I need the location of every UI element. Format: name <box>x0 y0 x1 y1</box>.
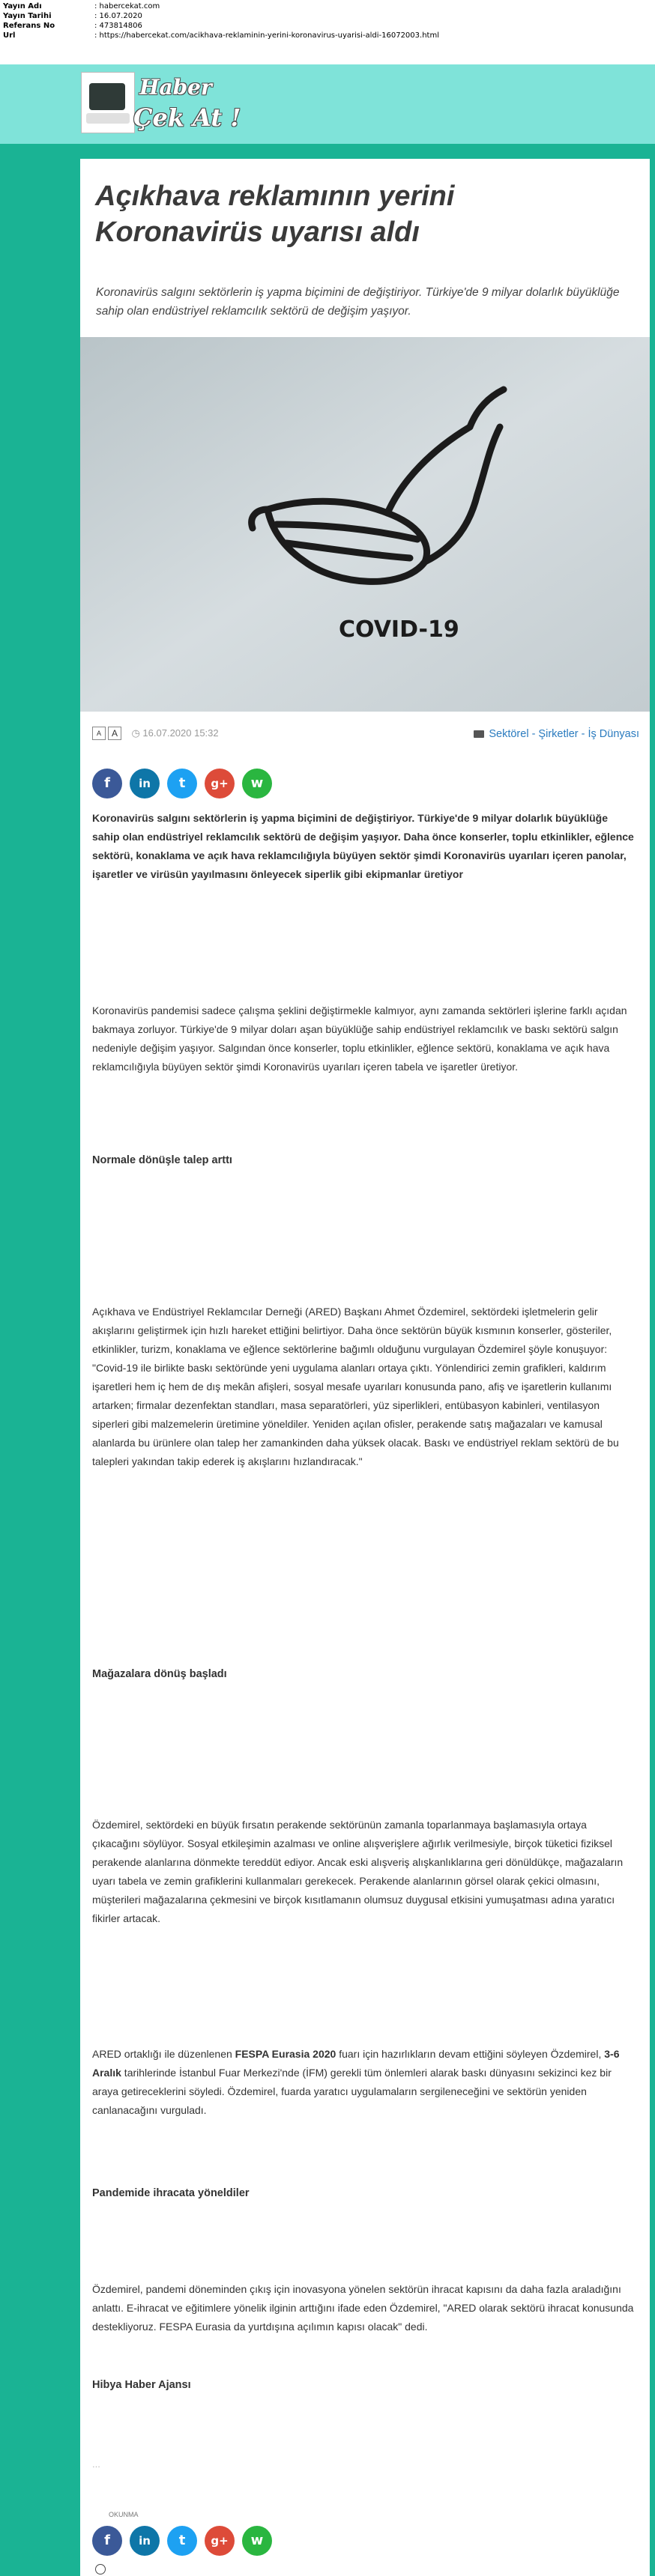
meta-key: Yayın Adı <box>3 2 42 10</box>
facebook-share-icon[interactable]: f <box>92 2526 122 2556</box>
category-text[interactable]: Sektörel - Şirketler - İş Dünyası <box>489 728 639 740</box>
article-subheading: Normale dönüşle talep arttı <box>92 1154 232 1166</box>
event-dates: 3-6 Aralık <box>92 2048 620 2079</box>
dots-text: ... <box>92 2458 100 2470</box>
article-paragraph <box>92 2045 635 2120</box>
image-caption-text: COVID-19 <box>339 616 459 643</box>
publish-date-value: 16.07.2020 15:32 <box>142 727 219 739</box>
meta-value: : 16.07.2020 <box>94 12 142 20</box>
googleplus-share-icon[interactable]: g+ <box>205 769 235 798</box>
clock-icon: ◷ <box>131 727 143 739</box>
meta-key: Referans No <box>3 22 55 30</box>
category-links[interactable] <box>474 728 639 740</box>
meta-value: : 473814806 <box>94 22 142 30</box>
article-lead: Koronavirüs salgını sektörlerin iş yapma biçimini de değiştiriyor. Türkiye'de 9 milyar dolarlık büyüklüğe sahip olan endüstriyel reklamcılık sektörü de değişim yaşıyor. <box>96 286 620 318</box>
text-run: tarihlerinde İstanbul Fuar Merkezi'nde (İFM) gerekli tüm önlemleri alarak baskı dünyasını sekizinci kez bir araya getireceklerini söyledi. Özdemirel, fuarda yaratıcı uygulamaların sergileneceğini ve sektörün yeniden canlanacağını vurguladı. <box>92 2067 612 2116</box>
googleplus-share-icon[interactable]: g+ <box>205 2526 235 2556</box>
publish-date <box>131 727 218 739</box>
whatsapp-share-icon[interactable]: w <box>242 769 272 798</box>
meta-value: : habercekat.com <box>94 2 160 10</box>
article-paragraph: Koronavirüs pandemisi sadece çalışma şeklini değiştirmekle kalmıyor, aynı zamanda sektörleri işlerine farklı açıdan bakmaya zorluyor. Türkiye'de 9 milyar doları aşan büyüklüğe sahip endüstriyel reklamcılık ve baskı sektörü salgın nedeniyle değişim yaşıyor. Salgından önce konserler, toplu etkinlikler, eğlence sektörü, konaklama ve açık hava reklamcılığıyla büyüyen sektör şimdi Koronavirüs uyarıları içeren tabela ve işaretler üretiyor. <box>92 1004 627 1073</box>
article-paragraph: Özdemirel, pandemi döneminden çıkış için inovasyona yönelen sektörün ihracat kapısını da daha fazla araladığını anlattı. E-ihracat ve eğitimlere yönelik ilginin arttığını ifade eden Özdemirel, "ARED olarak sektörü ihracat konusunda destekliyoruz. FESPA Eurasia da yurtdışına açılımın kapısı olacak" dedi. <box>92 2283 634 2333</box>
twitter-share-icon[interactable]: t <box>167 769 197 798</box>
meta-key: Yayın Tarihi <box>3 12 52 20</box>
font-increase-button[interactable]: A <box>108 727 121 740</box>
covid-mask-image <box>80 337 650 712</box>
article-intro: Koronavirüs salgını sektörlerin iş yapma biçimini de değiştiriyor. Türkiye'de 9 milyar dolarlık büyüklüğe sahip olan endüstriyel reklamcılık sektörü de değişim yaşıyor. Daha önce konserler, toplu etkinlikler, eğlence sektörü, konaklama ve açık hava reklamcılığıyla büyüyen sektör şimdi Koronavirüs uyarıları içeren panolar, işaretler ve virüsün yayılmasını önleyecek siperlik gibi ekipmanlar üretiyor <box>92 812 634 880</box>
linkedin-share-icon[interactable]: in <box>130 2526 160 2556</box>
meta-row-url <box>1 31 441 40</box>
article-card <box>80 159 650 2576</box>
article-subheading: Pandemide ihracata yöneldiler <box>92 2187 250 2199</box>
meta-row-publication <box>1 1 441 11</box>
logo-text-line2: Çek At ! <box>133 103 241 132</box>
facebook-share-icon[interactable]: f <box>92 769 122 798</box>
share-bar-top <box>92 769 287 798</box>
whatsapp-share-icon[interactable]: w <box>242 2526 272 2556</box>
article-subheading: Mağazalara dönüş başladı <box>92 1668 227 1680</box>
article-source: Hibya Haber Ajansı <box>92 2379 191 2391</box>
article-title: Açıkhava reklamının yerini Koronavirüs uyarısı aldı <box>95 181 455 248</box>
article-image <box>80 337 650 712</box>
site-logo[interactable] <box>81 72 265 141</box>
meta-row-date <box>1 11 441 21</box>
twitter-share-icon[interactable]: t <box>167 2526 197 2556</box>
text-run: ARED ortaklığı ile düzenlenen <box>92 2048 235 2060</box>
font-decrease-button[interactable]: A <box>92 727 106 740</box>
linkedin-share-icon[interactable]: in <box>130 769 160 798</box>
clipping-meta <box>0 0 655 64</box>
meta-row-reference <box>1 21 441 31</box>
logo-computer-icon <box>81 72 135 133</box>
meta-value: : https://habercekat.com/acikhava-reklaminin-yerini-koronavirus-uyarisi-aldi-16072003.html <box>94 31 439 40</box>
logo-text-line1: Haber <box>139 75 212 100</box>
folder-icon <box>474 730 484 738</box>
read-count-label: OKUNMA <box>109 2511 139 2518</box>
meta-key: Url <box>3 31 16 40</box>
clock-icon <box>95 2564 106 2575</box>
share-bar-bottom <box>92 2526 287 2556</box>
article-paragraph: Özdemirel, sektördeki en büyük fırsatın perakende sektörünün zamanla toparlanmaya başlamasıyla ortaya çıkacağını söylüyor. Sosyal etkileşimin azalması ve online alışverişlere ağırlık verilmesiyle, birçok tüketici fiziksel perakende alanlarına dönmekte tereddüt ediyor. Ancak eski alışveriş alışkanlıklarına geri dönüldükçe, mağazaların uyarı tabela ve zemin grafiklerini kullanmaları gerekecek. Perakende alanlarının görsel olarak çekici olmasını, müşterileri mağazalarına çekmesini ve birçok kısıtlamanın olumsuz duygusal etkisini yumuşatması adına yaratıcı fikirler artacak. <box>92 1819 624 1924</box>
article-paragraph: Açıkhava ve Endüstriyel Reklamcılar Derneği (ARED) Başkanı Ahmet Özdemirel, sektördeki işletmelerin gelir akışlarını geliştirmek için hızlı hareket ettiğini belirtiyor. Daha önce sektörün büyük kısmının konserler, gösteriler, etkinlikler, turizm, konaklama ve eğlence sektörlerine bağımlı olduğunu vurgulayan Özdemirel şöyle konuşuyor: "Covid-19 ile birlikte baskı sektöründe yeni uygulama alanları ortaya çıktı. Yönlendirici zemin grafikleri, kaldırım işaretleri hem iç hem de dış mekân afişleri, sosyal mesafe uyarıları konusunda pano, afiş ve işaretlerin kullanımı artarken; firmalar dezenfektan standları, masa separatörleri, yüz siperlikleri, entübasyon kabinleri, ventilasyon siperleri gibi malzemelerin üretimine yöneldiler. Yeniden açılan ofisler, perakende satış mağazaları ve kamusal alanlarda bu ürünlere olan talep her zamankinden daha yüksek olacak. Baskı ve endüstriyel reklam sektörü de bu talepleri yakından takip ederek iş akışlarını hızlandıracak." <box>92 1306 619 1467</box>
article-toolbar <box>92 727 639 745</box>
event-name: FESPA Eurasia 2020 <box>235 2048 336 2060</box>
text-run: fuarı için hazırlıkların devam ettiğini söyleyen Özdemirel, <box>336 2048 605 2060</box>
